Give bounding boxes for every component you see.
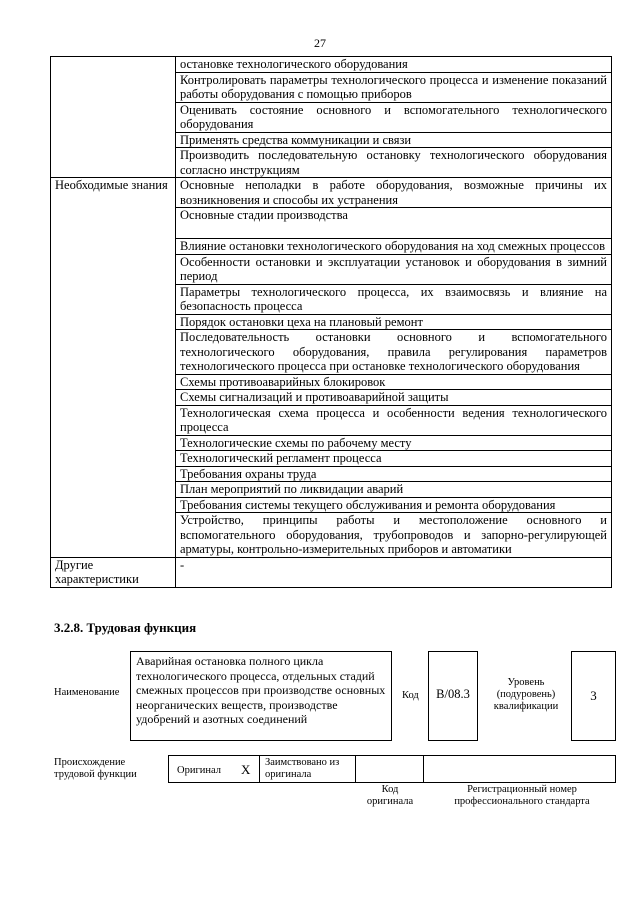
row-label: Необходимые знания [51, 178, 176, 558]
row-text: Основные неполадки в работе оборудования, возможные причины их возникновения и способы их устранения [176, 178, 612, 208]
table-row [51, 57, 612, 73]
row-text: Особенности остановки и эксплуатации установок и оборудования в зимний период [176, 254, 612, 284]
row-text: остановке технологического оборудования [176, 57, 612, 73]
level-label: Уровень (подуровень) квалификации [493, 677, 559, 712]
code-label: Код [402, 690, 419, 701]
origin-label: Происхождение трудовой функции [54, 757, 137, 780]
function-code-value: B/08.3 [428, 651, 478, 741]
table-row [51, 557, 612, 587]
row-text: План мероприятий по ликвидации аварий [176, 482, 612, 498]
row-text: Влияние остановки технологического оборудования на ход смежных процессов [176, 239, 612, 255]
row-text: - [176, 557, 612, 587]
row-text: Применять средства коммуникации и связи [176, 132, 612, 148]
row-text: Последовательность остановки основного и вспомогательного технологического оборудования, правила регулирования параметров технологического процесса при остановке технологического оборудования [176, 330, 612, 375]
row-text: Технологические схемы по рабочему месту [176, 435, 612, 451]
row-text: Основные стадии производства [176, 208, 612, 239]
row-text: Схемы противоаварийных блокировок [176, 374, 612, 390]
row-label [51, 57, 176, 178]
origin-row [168, 755, 616, 783]
section-title: 3.2.8. Трудовая функция [54, 620, 197, 635]
level-value: 3 [571, 651, 616, 741]
row-text: Контролировать параметры технологического процесса и изменение показаний работы оборудования с помощью приборов [176, 72, 612, 102]
row-text: Схемы сигнализаций и противоаварийной защиты [176, 390, 612, 406]
row-text: Параметры технологического процесса, их взаимосвязь и влияние на безопасность процесса [176, 284, 612, 314]
row-text: Оценивать состояние основного и вспомогательного технологического оборудования [176, 102, 612, 132]
row-text: Порядок остановки цеха на плановый ремонт [176, 314, 612, 330]
row-text: Требования системы текущего обслуживания и ремонта оборудования [176, 497, 612, 513]
row-text: Технологическая схема процесса и особенности ведения технологического процесса [176, 405, 612, 435]
borrowed-label: Заимствовано из оригинала [265, 757, 340, 780]
requirements-table [50, 56, 612, 588]
registration-caption: Регистрационный номер профессионального стандарта [454, 784, 590, 807]
table-row [51, 178, 612, 208]
original-label: Оригинал [177, 765, 221, 776]
name-label: Наименование [54, 687, 120, 698]
row-text: Технологический регламент процесса [176, 451, 612, 467]
page-number: 27 [314, 36, 326, 50]
row-text: Устройство, принципы работы и местоположение основного и вспомогательного оборудования, трубопроводов и запорно-регулирующей арматуры, контрольно-измерительных приборов и автоматики [176, 513, 612, 558]
code-original-caption: Код оригинала [366, 784, 414, 807]
function-name-value: Аварийная остановка полного цикла технологического процесса, отдельных стадий смежных процессов при производстве основных неорганических веществ, производстве удобрений и азотных соединений [130, 651, 392, 741]
row-label: Другие характеристики [51, 557, 176, 587]
row-text: Требования охраны труда [176, 466, 612, 482]
row-text: Производить последовательную остановку технологического оборудования согласно инструкциям [176, 148, 612, 178]
original-mark: X [241, 762, 251, 777]
